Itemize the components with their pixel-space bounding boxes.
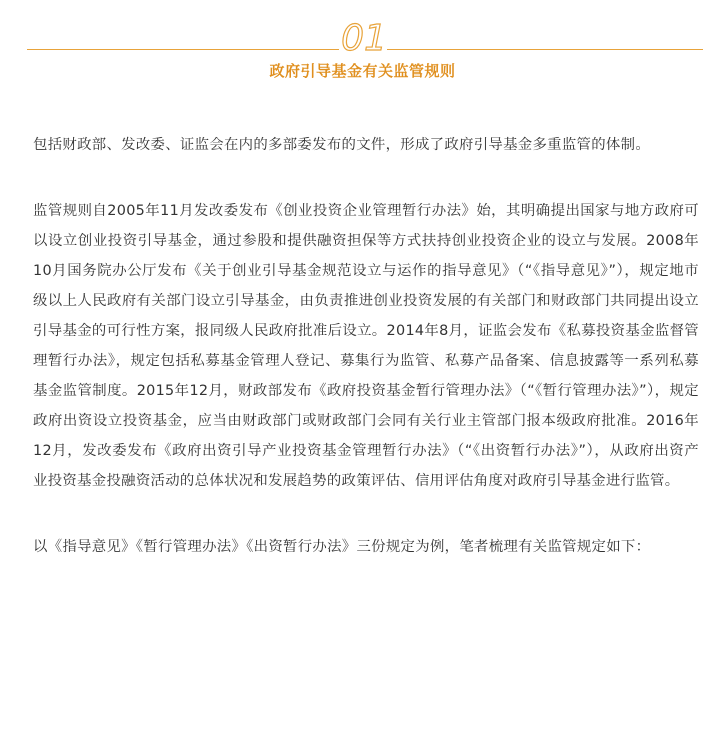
paragraph-intro: 包括财政部、发改委、证监会在内的多部委发布的文件，形成了政府引导基金多重监管的体制。 [33, 137, 651, 153]
section-header [0, 0, 725, 90]
section-number-text: 01 [341, 18, 387, 55]
article-body [33, 130, 699, 562]
section-title: 政府引导基金有关监管规则 [269, 62, 456, 80]
section-number-outline [336, 17, 392, 55]
section-number [336, 17, 392, 55]
paragraph-regulation-history: 监管规则自2005年11月发改委发布《创业投资企业管理暂行办法》始，其明确提出国家与地方政府可以设立创业投资引导基金，通过参股和提供融资担保等方式扶持创业投资企业的设立与发展。2008年10月国务院办公厅发布《关于创业引导基金规范设立与运作的指导意见》（“《指导意见》”），规定地市级以上人民政府有关部门设立引导基金，由负责推进创业投资发展的有关部门和财政部门共同提出设立引导基金的可行性方案，报同级人民政府批准后设立。2014年8月，证监会发布《私募投资基金监督管理暂行办法》，规定包括私募基金管理人登记、募集行为监管、私募产品备案、信息披露等一系列私募基金监管制度。2015年12月，财政部发布《政府投资基金暂行管理办法》（“《暂行管理办法》”），规定政府出资设立投资基金，应当由财政部门或财政部门会同有关行业主管部门报本级政府批准。2016年12月，发改委发布《政府出资引导产业投资基金管理暂行办法》（“《出资暂行办法》”），从政府出资产业投资基金投融资活动的总体状况和发展趋势的政策评估、信用评估角度对政府引导基金进行监管。 [33, 203, 699, 489]
header-rule-right [387, 49, 703, 50]
paragraph-summary-lead: 以《指导意见》《暂行管理办法》《出资暂行办法》三份规定为例，笔者梳理有关监管规定如下： [33, 539, 651, 555]
header-rule-left [27, 49, 339, 50]
